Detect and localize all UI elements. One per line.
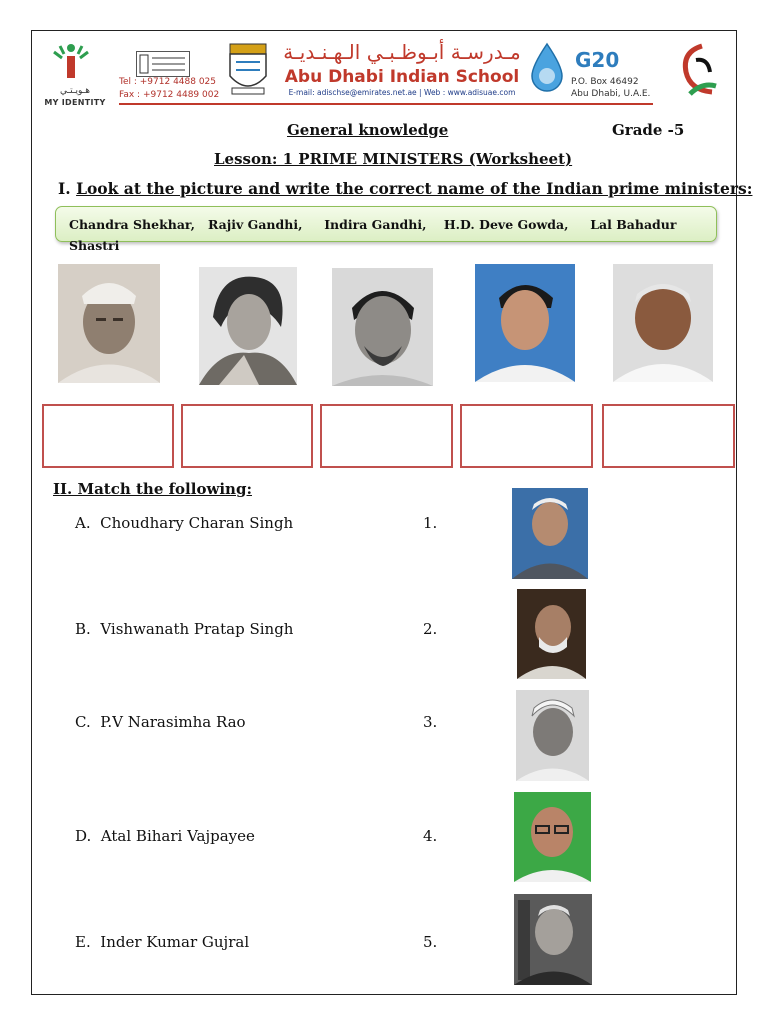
header-divider xyxy=(119,103,653,105)
po-box: P.O. Box 46492 xyxy=(571,77,639,87)
g20-logo: G20 xyxy=(575,48,620,72)
match-letter: D. xyxy=(75,827,92,845)
match-name: Choudhary Charan Singh xyxy=(100,514,294,532)
match-photo-4 xyxy=(514,792,591,882)
match-item-c xyxy=(75,713,246,731)
match-name: P.V Narasimha Rao xyxy=(100,713,246,731)
answer-box-2[interactable] xyxy=(181,404,313,468)
my-identity-arabic: هـويـتـي xyxy=(59,86,91,96)
match-number-5: 5. xyxy=(423,933,438,951)
match-photo-5 xyxy=(514,894,592,985)
subject-title: General knowledge xyxy=(287,121,449,139)
school-name: Abu Dhabi Indian School xyxy=(284,67,520,87)
pm-photo-3 xyxy=(332,268,433,386)
answer-box-3[interactable] xyxy=(320,404,453,468)
match-item-b xyxy=(75,620,293,638)
school-crest xyxy=(226,40,270,98)
pm-photo-1 xyxy=(58,264,160,383)
lesson-title: Lesson: 1 PRIME MINISTERS (Worksheet) xyxy=(214,150,573,168)
match-item-a xyxy=(75,514,293,532)
match-name: Inder Kumar Gujral xyxy=(100,933,250,951)
match-photo-3 xyxy=(516,690,589,781)
name-bank-text: Chandra Shekhar, Rajiv Gandhi, Indira Gandhi, H.D. Deve Gowda, Lal Bahadur Shastri xyxy=(69,217,681,253)
match-item-e xyxy=(75,933,249,951)
pm-photo-2 xyxy=(199,267,297,385)
match-letter: B. xyxy=(75,620,91,638)
section-1-text: Look at the picture and write the correct name of the Indian prime ministers: xyxy=(76,179,753,198)
match-letter: C. xyxy=(75,713,91,731)
section-1-number: I. xyxy=(58,179,71,198)
contact-info xyxy=(119,76,219,102)
match-photo-1 xyxy=(512,488,588,579)
grade-label: Grade -5 xyxy=(612,121,685,139)
match-letter: E. xyxy=(75,933,91,951)
section-2-heading: II. Match the following: xyxy=(53,480,252,498)
city: Abu Dhabi, U.A.E. xyxy=(571,89,651,99)
school-name-arabic: مـدرسـة أبـوظـبـي الـهـنـديـة xyxy=(283,40,521,64)
fax: Fax : +9712 4489 002 xyxy=(119,90,220,100)
telephone: Tel : +9712 4488 025 xyxy=(119,77,217,87)
name-bank-box xyxy=(55,206,717,253)
match-number-3: 3. xyxy=(423,713,438,731)
page-border xyxy=(31,30,737,995)
match-number-1: 1. xyxy=(423,514,438,532)
match-item-d xyxy=(75,827,255,845)
qr-code-icon xyxy=(136,51,190,77)
my-identity-label: MY IDENTITY xyxy=(44,98,106,107)
match-name: Vishwanath Pratap Singh xyxy=(100,620,294,638)
match-number-2: 2. xyxy=(423,620,438,638)
school-contact-line: E-mail: adischse@emirates.net.ae | Web : www.adisuae.com xyxy=(288,88,516,97)
section-1-instruction xyxy=(58,179,752,198)
pm-photo-4 xyxy=(475,264,575,382)
answer-box-1[interactable] xyxy=(42,404,174,468)
match-letter: A. xyxy=(75,514,91,532)
answer-box-4[interactable] xyxy=(460,404,593,468)
match-photo-2 xyxy=(517,589,586,679)
water-drop-logo xyxy=(528,42,566,94)
match-number-4: 4. xyxy=(423,827,438,845)
uae-emblem-logo xyxy=(672,42,724,102)
answer-box-5[interactable] xyxy=(602,404,735,468)
pm-photo-5 xyxy=(613,264,713,382)
address xyxy=(571,76,650,100)
match-name: Atal Bihari Vajpayee xyxy=(100,827,255,845)
